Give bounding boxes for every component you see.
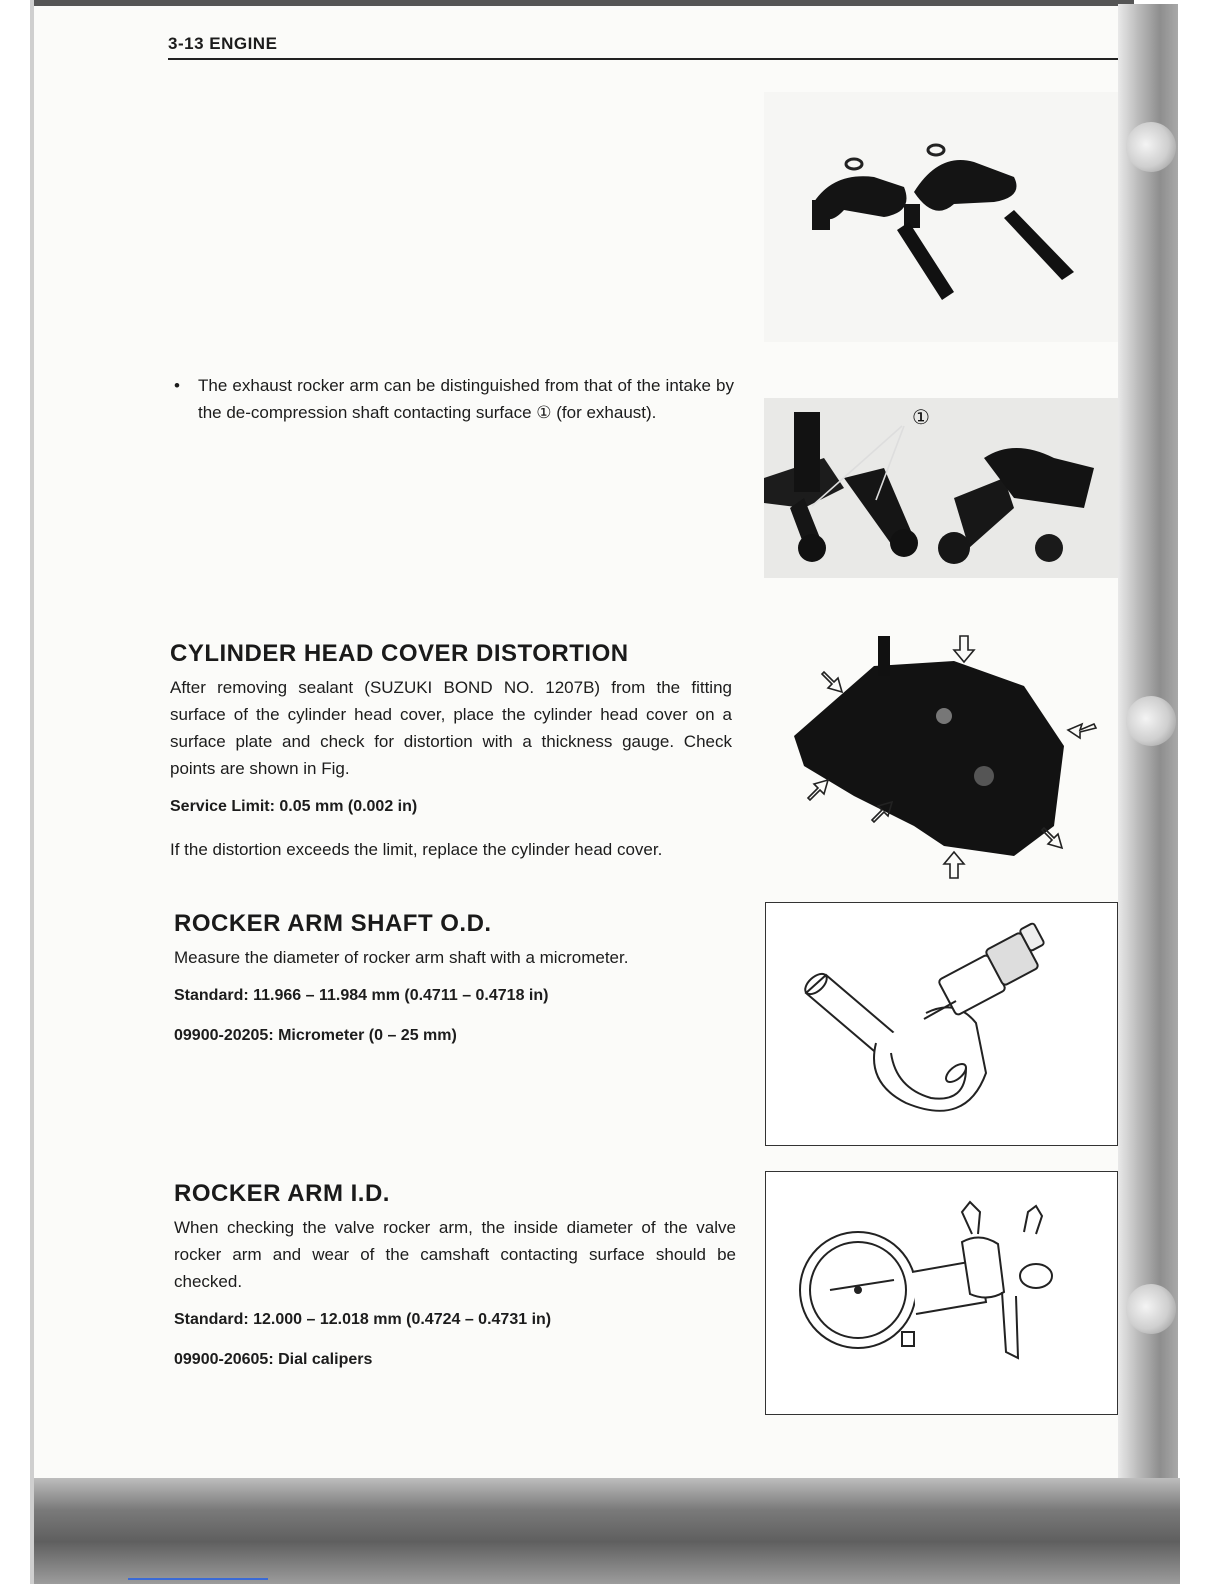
arm-id-tool: 09900-20605: Dial calipers xyxy=(174,1351,373,1368)
page-header: 3-13 ENGINE xyxy=(168,34,278,53)
callout-1-label: ① xyxy=(912,405,930,429)
bullet-dot: • xyxy=(174,376,180,395)
shaft-od-body: Measure the diameter of rocker arm shaft with a micrometer. xyxy=(174,948,629,967)
arm-id-heading: ROCKER ARM I.D. xyxy=(174,1180,390,1207)
arm-id-section xyxy=(174,1180,736,1389)
page-top-edge xyxy=(34,0,1134,6)
shaft-od-section xyxy=(174,910,736,1065)
head-cover-check-points-photo xyxy=(764,626,1118,882)
arm-id-body: When checking the valve rocker arm, the inside diameter of the valve rocker arm and wear of the camshaft contacting surface should be checked. xyxy=(174,1218,736,1291)
binder-ring-middle xyxy=(1126,696,1176,746)
cover-distortion-body: After removing sealant (SUZUKI BOND NO. 1207B) from the fitting surface of the cylinder head cover, place the cylinder head cover on a surface plate and check for distortion with a thickness gauge. Check points are shown in Fig. xyxy=(170,678,732,778)
exhaust-rocker-note-text: The exhaust rocker arm can be distinguished from that of the intake by the de-compression shaft contacting surface ① (for exhaust). xyxy=(198,376,734,422)
shaft-od-tool: 09900-20205: Micrometer (0 – 25 mm) xyxy=(174,1027,457,1044)
rocker-arm-callout-photo xyxy=(764,398,1118,578)
binder-ring-bottom xyxy=(1126,1284,1176,1334)
binder-ring-top xyxy=(1126,122,1176,172)
page-bottom-link-line xyxy=(128,1578,268,1580)
exhaust-rocker-note xyxy=(174,372,734,426)
cover-distortion-section xyxy=(170,640,732,877)
header-rule xyxy=(168,58,1118,60)
cover-distortion-heading: CYLINDER HEAD COVER DISTORTION xyxy=(170,640,629,667)
arm-id-standard: Standard: 12.000 – 12.018 mm (0.4724 – 0.4731 in) xyxy=(174,1311,552,1328)
shaft-od-heading: ROCKER ARM SHAFT O.D. xyxy=(174,910,492,937)
rocker-arms-shafts-photo xyxy=(764,92,1118,342)
cover-distortion-action: If the distortion exceeds the limit, replace the cylinder head cover. xyxy=(170,840,663,859)
page-bottom-shadow xyxy=(34,1478,1180,1584)
shaft-od-standard: Standard: 11.966 – 11.984 mm (0.4711 – 0.4718 in) xyxy=(174,987,549,1004)
micrometer-illustration xyxy=(765,902,1118,1146)
dial-caliper-illustration xyxy=(765,1171,1118,1415)
cover-distortion-service-limit: Service Limit: 0.05 mm (0.002 in) xyxy=(170,798,418,815)
